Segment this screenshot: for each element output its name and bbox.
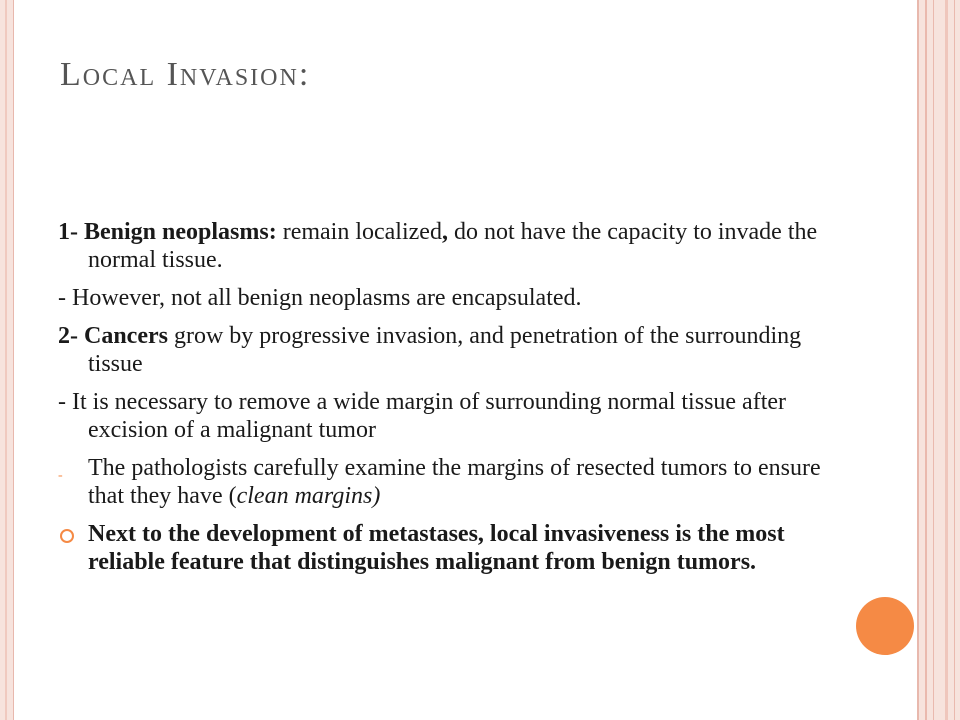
frame-line xyxy=(5,0,7,720)
item-comma: , xyxy=(441,219,448,245)
item-text: - However, not all benign neoplasms are encapsulated. xyxy=(58,285,582,311)
item-text: The pathologists carefully examine the margins of resected tumors to ensure that they have ( xyxy=(88,455,821,509)
frame-line xyxy=(954,0,955,720)
slide-frame-right xyxy=(918,0,960,720)
item-pathologists xyxy=(58,454,828,510)
item-text: grow by progressive invasion, and penetration of the surrounding tissue xyxy=(88,323,802,377)
item-text: Next to the development of metastases, local invasiveness is the most reliable feature that distinguishes malignant from benign tumors. xyxy=(88,521,785,575)
slide-frame-left xyxy=(0,0,14,720)
item-text: remain localized xyxy=(276,219,442,245)
slide-title: Local Invasion: xyxy=(60,56,311,93)
item-conclusion xyxy=(58,520,828,576)
item-cancers xyxy=(58,322,828,378)
item-text: - It is necessary to remove a wide margin of surrounding normal tissue after excision of a malignant tumor xyxy=(58,389,787,443)
item-encapsulated xyxy=(58,284,828,312)
item-lead: 2- Cancers xyxy=(58,323,168,349)
frame-line xyxy=(945,0,948,720)
item-italic: clean margins) xyxy=(236,483,381,509)
item-lead: 1- Benign neoplasms: xyxy=(58,219,277,245)
bullet-circle-icon xyxy=(60,529,74,543)
item-benign xyxy=(58,218,828,274)
item-wide-margin xyxy=(58,388,828,444)
frame-line xyxy=(925,0,927,720)
decorative-circle xyxy=(856,597,914,655)
frame-line xyxy=(933,0,934,720)
dash-marker: - xyxy=(58,468,63,483)
item-text: do not have the capacity to invade the normal tissue. xyxy=(88,219,818,273)
slide-body xyxy=(58,218,828,586)
